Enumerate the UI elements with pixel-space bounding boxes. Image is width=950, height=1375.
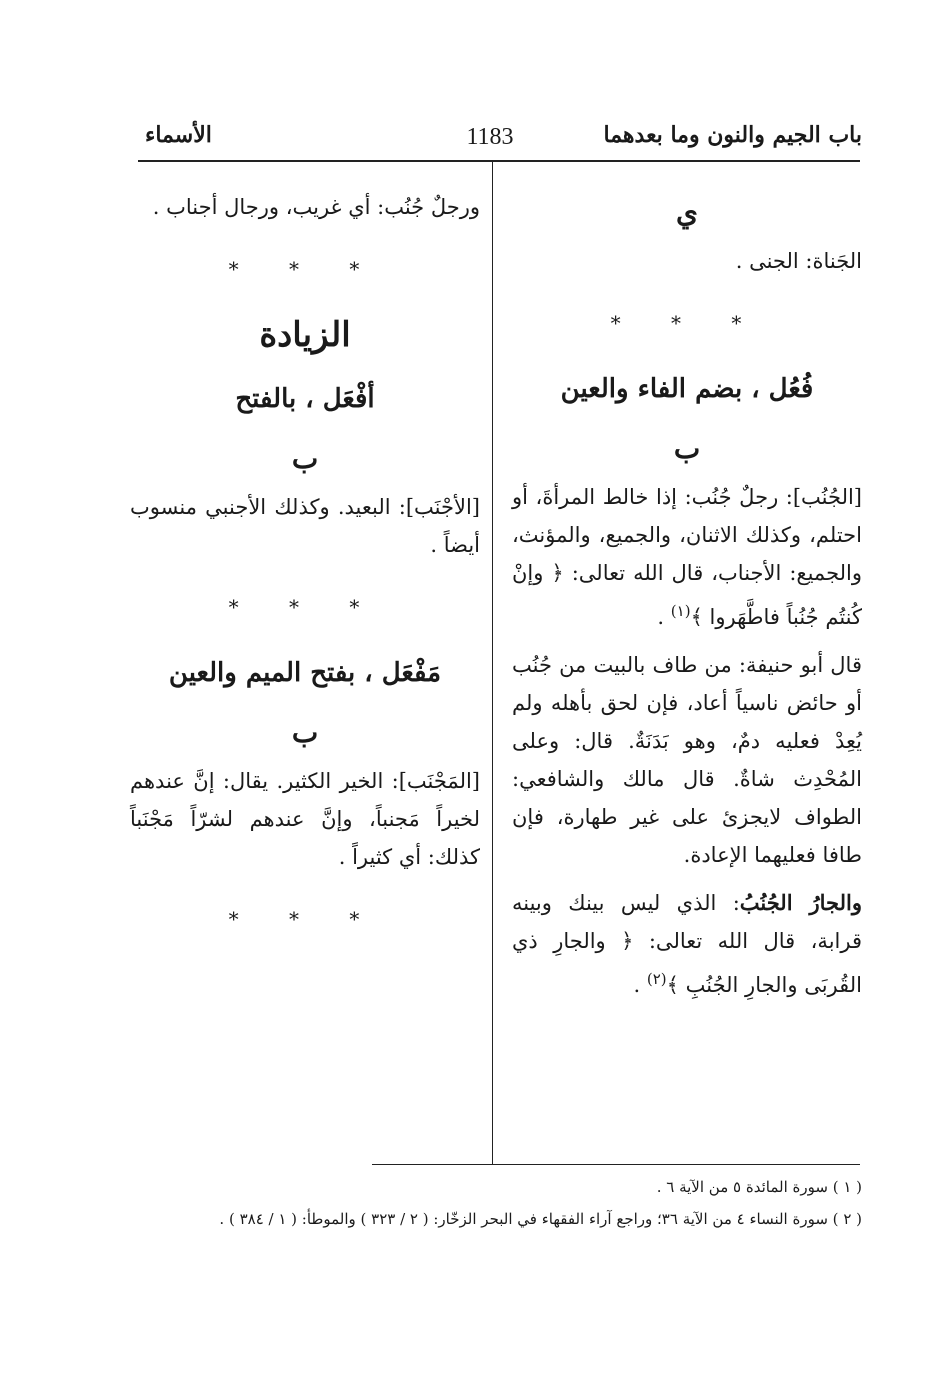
letter-heading-ya: ي — [676, 196, 698, 229]
letter-heading-ba: ب — [291, 442, 319, 475]
section-heading-mafal: مَفْعَل ، بفتح الميم والعين — [168, 658, 442, 688]
left-column — [130, 188, 480, 966]
chapter-title: باب الجيم والنون وما بعدهما — [603, 122, 862, 148]
entry-ajnab: [الأجْنَب]: البعيد. وكذلك الأجنبي منسوب أيضاً . — [130, 495, 480, 557]
letter-heading-ba: ب — [673, 432, 701, 465]
separator-stars: * * * — [228, 257, 382, 281]
header-rule — [138, 160, 860, 162]
column-separator — [492, 162, 493, 1164]
right-column — [512, 188, 862, 1004]
title-ziyada: الزيادة — [259, 315, 351, 355]
separator-stars: * * * — [228, 907, 382, 931]
entry-abu-hanifa: قال أبو حنيفة: من طاف بالبيت من جُنُب أو حائض ناسياً أعاد، فإن لحق بأهله ولم يُعِدْ فعليه دمٌ، وهو بَدَنَةٌ. قال: وعلى المُحْدِث شاةٌ. قال مالك والشافعي: الطواف لايجزئ على غير طهارة، فإن طافا فعليهما الإعادة. — [512, 653, 862, 867]
entry-junub-text: [الجُنُب]: رجلٌ جُنُب: إذا خالط المرأةَ، أو احتلم، وكذلك الاثنان، والجميع، والمؤنث، والجميع: الأجناب، قال الله تعالى: ﴿ وإنْ كُنتُم جُنُباً فاطَّهَروا ﴾ — [512, 485, 862, 629]
entry-majnab: [المَجْنَب]: الخير الكثير. يقال: إنَّ عندهم لخيراً مَجنباً، وإنَّ عندهم لشرّاً مَجْنَباً كذلك: أي كثيراً . — [130, 769, 480, 869]
entry-jar-end: . — [633, 973, 647, 997]
separator-stars: * * * — [228, 595, 382, 619]
section-heading-fuul: فُعُل ، بضم الفاء والعين — [560, 374, 814, 404]
separator-stars: * * * — [610, 311, 764, 335]
letter-heading-ba: ب — [291, 716, 319, 749]
footnote-2: ( ٢ ) سورة النساء ٤ من الآية ٣٦؛ وراجع آراء الفقهاء في البحر الزخّار: ( ٢ / ٣٢٣ ) والموطأ: ( ١ / ٣٨٤ ) . — [219, 1210, 862, 1228]
lemma-jar-junub: والجارُ الجُنُبُ — [739, 890, 862, 915]
footnote-rule — [372, 1164, 860, 1165]
entry-junub — [512, 478, 862, 636]
section-heading-afal: أفْعَل ، بالفتح — [235, 384, 375, 414]
entry-junub-end: . — [657, 605, 671, 629]
entry-jar-junub — [512, 884, 862, 1004]
footnote-ref-1: (١) — [670, 602, 691, 620]
page-number: 1183 — [466, 124, 514, 150]
entry-janat: الجَناة: الجنى . — [735, 249, 862, 273]
entry-jar-text: : الذي ليس بينك وبينه قرابة، قال الله تعالى: ﴿ والجارِ ذي القُربَى والجارِ الجُنُبِ ﴾ — [512, 891, 862, 997]
footnote-ref-2: (٢) — [646, 970, 667, 988]
footnote-1: ( ١ ) سورة المائدة ٥ من الآية ٦ . — [656, 1178, 862, 1196]
entry-rajul-junub: ورجلٌ جُنُب: أي غريب، ورجال أجناب . — [152, 195, 480, 219]
section-running-title: الأسماء — [145, 122, 212, 148]
